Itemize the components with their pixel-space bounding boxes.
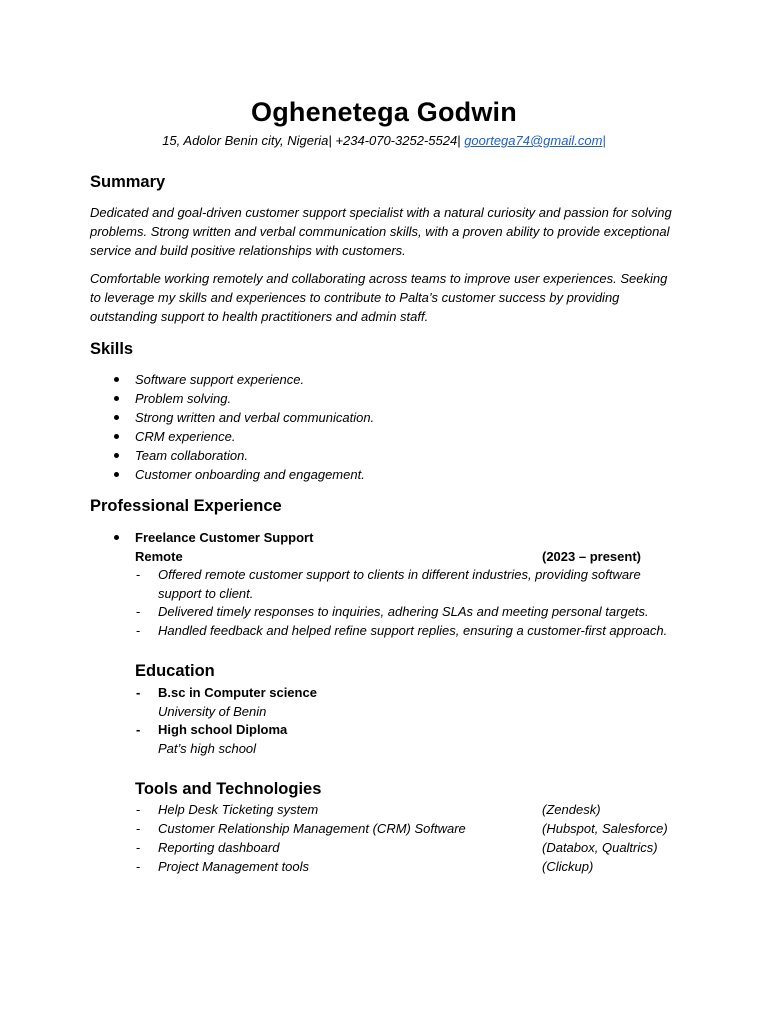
dash-icon: - xyxy=(136,859,141,874)
dash-icon: - xyxy=(136,722,141,737)
education-school: University of Benin xyxy=(158,704,267,719)
summary-paragraph-1: Dedicated and goal-driven customer support specialist with a natural curiosity and passion for solving problems. Strong written and verbal communication skills, with a proven ability to provide exceptional service and build positive relationships with customers. xyxy=(90,205,672,258)
summary-heading: Summary xyxy=(90,173,166,191)
skills-heading: Skills xyxy=(90,340,134,358)
bullet-icon xyxy=(114,453,119,458)
bullet-icon xyxy=(114,415,119,420)
dash-icon: - xyxy=(136,623,141,638)
email-link[interactable]: goortega74@gmail.com| xyxy=(464,133,606,148)
job-title: Freelance Customer Support xyxy=(135,530,314,545)
skill-item: Software support experience. xyxy=(135,372,305,387)
skill-item: Team collaboration. xyxy=(135,448,248,463)
education-degree: B.sc in Computer science xyxy=(158,685,317,700)
bullet-icon xyxy=(114,535,119,540)
bullet-icon xyxy=(114,377,119,382)
skill-item: Problem solving. xyxy=(135,391,232,406)
duty-item: Handled feedback and helped refine support replies, ensuring a customer-first approach. xyxy=(158,623,668,638)
tool-examples: (Hubspot, Salesforce) xyxy=(542,821,668,836)
job-location: Remote xyxy=(135,549,183,564)
dash-icon: - xyxy=(136,604,141,619)
dash-icon: - xyxy=(136,840,141,855)
duty-item: Delivered timely responses to inquiries, adhering SLAs and meeting personal targets. xyxy=(158,604,649,619)
education-school: Pat’s high school xyxy=(158,741,257,756)
bullet-icon xyxy=(114,434,119,439)
contact-details: 15, Adolor Benin city, Nigeria| +234-070-3252-5524| xyxy=(162,133,465,148)
education-degree: High school Diploma xyxy=(158,722,288,737)
tool-examples: (Clickup) xyxy=(542,859,594,874)
experience-heading: Professional Experience xyxy=(90,497,282,515)
education-heading: Education xyxy=(135,662,215,680)
candidate-name: Oghenetega Godwin xyxy=(251,97,517,127)
dash-icon: - xyxy=(136,685,141,700)
tools-heading: Tools and Technologies xyxy=(135,780,322,798)
skill-item: CRM experience. xyxy=(135,429,236,444)
tool-name: Customer Relationship Management (CRM) Software xyxy=(158,821,466,836)
bullet-icon xyxy=(114,472,119,477)
tool-name: Help Desk Ticketing system xyxy=(158,802,319,817)
summary-paragraph-2: Comfortable working remotely and collaborating across teams to improve user experiences. Seeking to leverage my skills and experiences to contribute to Palta’s customer success by providing outstanding support to health practitioners and admin staff. xyxy=(90,271,668,324)
tool-name: Reporting dashboard xyxy=(158,840,280,855)
dash-icon: - xyxy=(136,821,141,836)
tool-examples: (Zendesk) xyxy=(542,802,601,817)
contact-line xyxy=(0,132,768,150)
tool-examples: (Databox, Qualtrics) xyxy=(542,840,658,855)
bullet-icon xyxy=(114,396,119,401)
skill-item: Customer onboarding and engagement. xyxy=(135,467,365,482)
skill-item: Strong written and verbal communication. xyxy=(135,410,375,425)
tool-name: Project Management tools xyxy=(158,859,310,874)
dash-icon: - xyxy=(136,802,141,817)
dash-icon: - xyxy=(136,567,141,582)
job-dates: (2023 – present) xyxy=(542,549,641,564)
duty-item: Offered remote customer support to clients in different industries, providing software support to client. xyxy=(158,567,641,601)
